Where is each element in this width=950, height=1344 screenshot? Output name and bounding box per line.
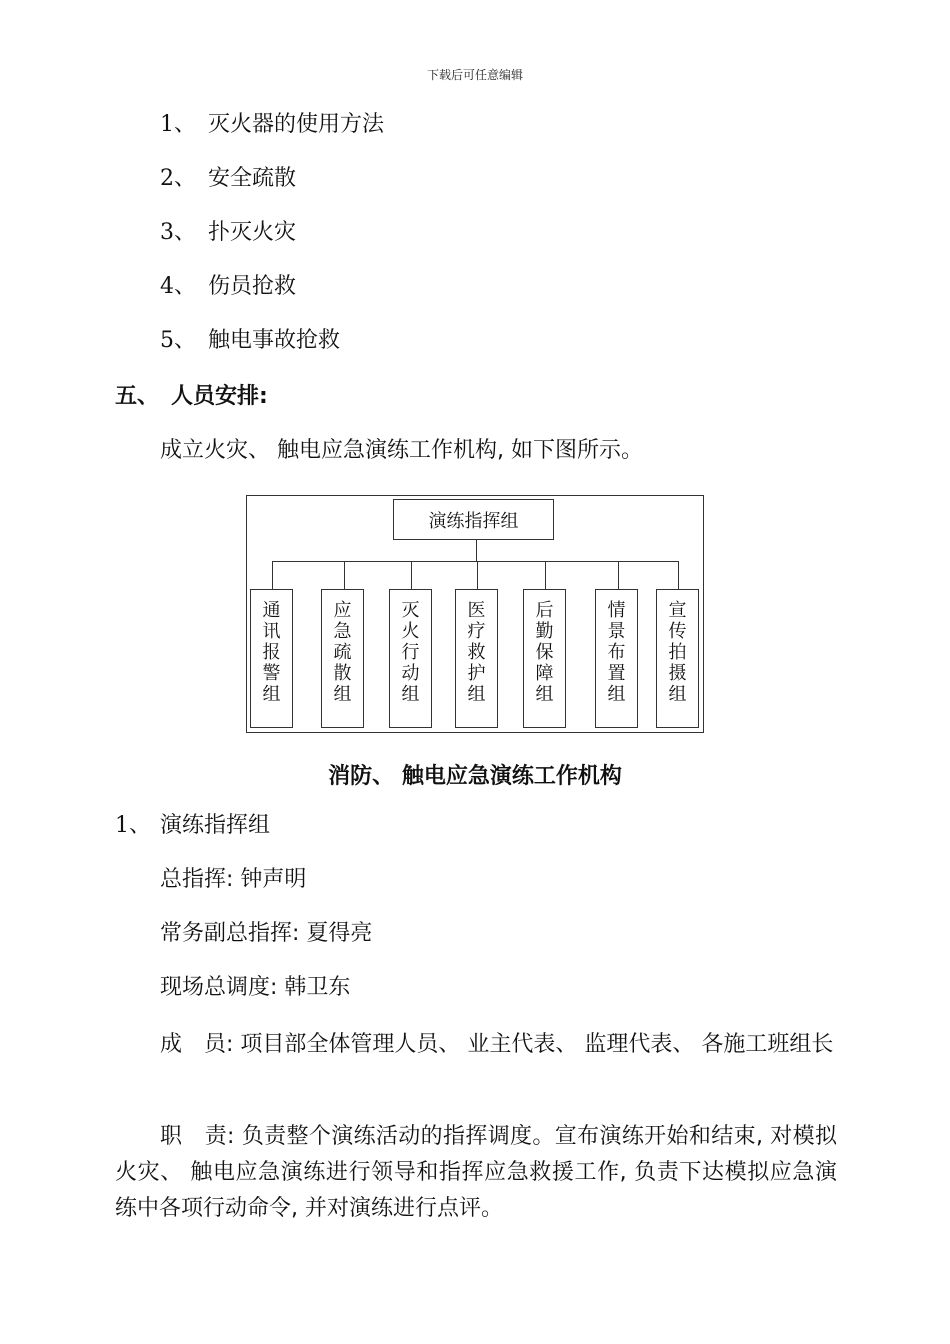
subsection-title: 演练指挥组 — [160, 813, 271, 838]
list-item — [160, 220, 296, 246]
members-paragraph: 成 员: 项目部全体管理人员、 业主代表、 监理代表、 各施工班组长 — [160, 1032, 834, 1057]
list-item — [160, 166, 296, 192]
subsection-heading — [115, 813, 270, 839]
connector-line — [272, 561, 273, 589]
org-group-box — [389, 589, 432, 728]
list-number: 5、 — [160, 328, 196, 353]
org-group-label: 后勤保障组 — [535, 600, 554, 705]
org-group-label: 灭火行动组 — [401, 600, 420, 705]
subsection-number: 1、 — [115, 813, 151, 838]
org-group-box — [523, 589, 566, 728]
role-line: 总指挥: 钟声明 — [160, 867, 307, 892]
list-text: 触电事故抢救 — [208, 328, 341, 353]
list-text: 灭火器的使用方法 — [208, 112, 385, 137]
list-text: 扑灭火灾 — [208, 220, 297, 245]
list-text: 安全疏散 — [208, 166, 297, 191]
section-number: 五、 — [115, 384, 160, 409]
list-item — [160, 112, 384, 138]
org-group-box — [321, 589, 364, 728]
connector-line — [476, 540, 477, 562]
section-title: 人员安排: — [171, 384, 268, 409]
list-number: 4、 — [160, 274, 196, 299]
connector-line — [477, 561, 478, 589]
list-number: 3、 — [160, 220, 196, 245]
connector-line — [411, 561, 412, 589]
org-group-label: 情景布置组 — [607, 600, 626, 705]
section-heading — [115, 384, 268, 410]
chart-caption: 消防、 触电应急演练工作机构 — [328, 764, 622, 789]
org-group-box — [250, 589, 293, 728]
connector-line — [618, 561, 619, 589]
intro-text: 成立火灾、 触电应急演练工作机构, 如下图所示。 — [160, 438, 643, 463]
org-group-box — [455, 589, 498, 728]
org-group-box — [656, 589, 699, 728]
org-top-box: 演练指挥组 — [393, 499, 554, 540]
org-group-label: 医疗救护组 — [467, 600, 486, 705]
org-chart — [246, 495, 704, 733]
role-line: 常务副总指挥: 夏得亮 — [160, 921, 373, 946]
list-number: 1、 — [160, 112, 196, 137]
list-item — [160, 274, 296, 300]
list-number: 2、 — [160, 166, 196, 191]
org-group-label: 通讯报警组 — [262, 600, 281, 705]
duties-paragraph: 职 责: 负责整个演练活动的指挥调度。宣布演练开始和结束, 对模拟火灾、 触电应急演练进行领导和指挥应急救援工作, 负责下达模拟应急演练中各项行动命令, 并对演练进行点评。 — [115, 1124, 837, 1221]
connector-line — [545, 561, 546, 589]
page-header: 下载后可任意编辑 — [426, 68, 523, 82]
connector-line — [678, 561, 679, 589]
connector-line — [344, 561, 345, 589]
role-line: 现场总调度: 韩卫东 — [160, 975, 351, 1000]
list-item — [160, 328, 340, 354]
org-group-label: 应急疏散组 — [333, 600, 352, 705]
list-text: 伤员抢救 — [208, 274, 297, 299]
org-group-box — [595, 589, 638, 728]
org-group-label: 宣传拍摄组 — [668, 600, 687, 705]
